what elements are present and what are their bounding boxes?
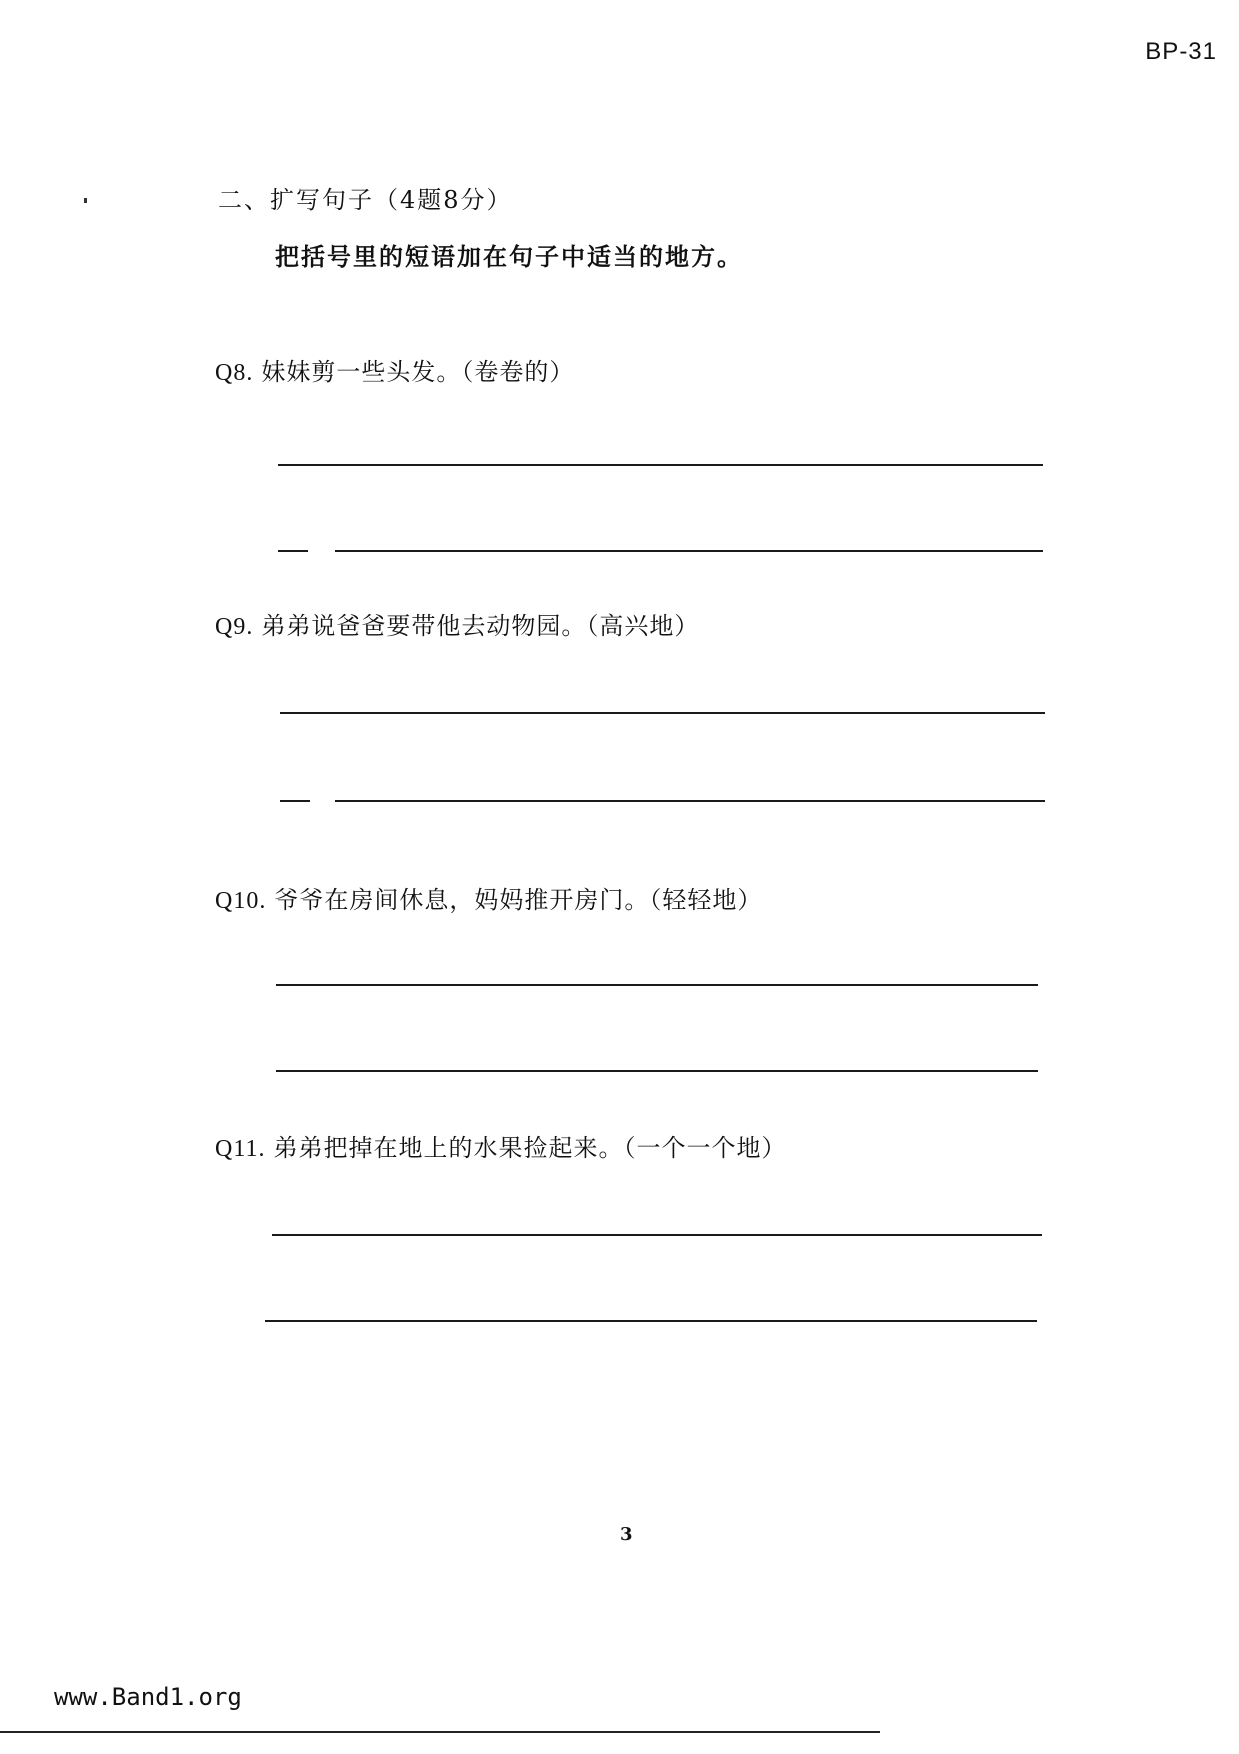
question-q10	[215, 880, 762, 915]
stray-mark	[84, 198, 87, 203]
question-number: Q10.	[215, 888, 267, 914]
answer-line-q9-2[interactable]	[335, 800, 1045, 802]
answer-line-q11-2[interactable]	[265, 1320, 1037, 1322]
section-instruction: 把括号里的短语加在句子中适当的地方。	[275, 242, 743, 271]
website-url: www.Band1.org	[54, 1683, 242, 1711]
question-number: Q11.	[215, 1136, 266, 1162]
question-text: 爷爷在房间休息，妈妈推开房门。（轻轻地）	[274, 886, 763, 914]
question-number: Q9.	[215, 614, 254, 640]
answer-line-q8-2[interactable]	[335, 550, 1043, 552]
answer-line-q8-2a	[278, 550, 308, 552]
answer-line-q11-1[interactable]	[272, 1234, 1042, 1236]
page-code: BP-31	[1145, 38, 1217, 65]
question-q8	[215, 352, 574, 387]
question-text: 弟弟说爸爸要带他去动物园。（高兴地）	[261, 612, 700, 640]
answer-line-q10-2[interactable]	[276, 1070, 1038, 1072]
answer-line-q8-1[interactable]	[278, 464, 1043, 466]
question-q11	[215, 1128, 786, 1163]
page-number: 3	[620, 1524, 633, 1545]
answer-line-q9-1[interactable]	[280, 712, 1045, 714]
question-text: 弟弟把掉在地上的水果捡起来。（一个一个地）	[273, 1134, 787, 1162]
question-q9	[215, 606, 699, 641]
footer-rule	[0, 1731, 880, 1733]
question-number: Q8.	[215, 360, 254, 386]
question-text: 妹妹剪一些头发。（卷卷的）	[261, 358, 575, 386]
answer-line-q9-2a	[280, 800, 310, 802]
section-heading: 二、扩写句子（4题8分）	[218, 186, 513, 214]
answer-line-q10-1[interactable]	[276, 984, 1038, 986]
